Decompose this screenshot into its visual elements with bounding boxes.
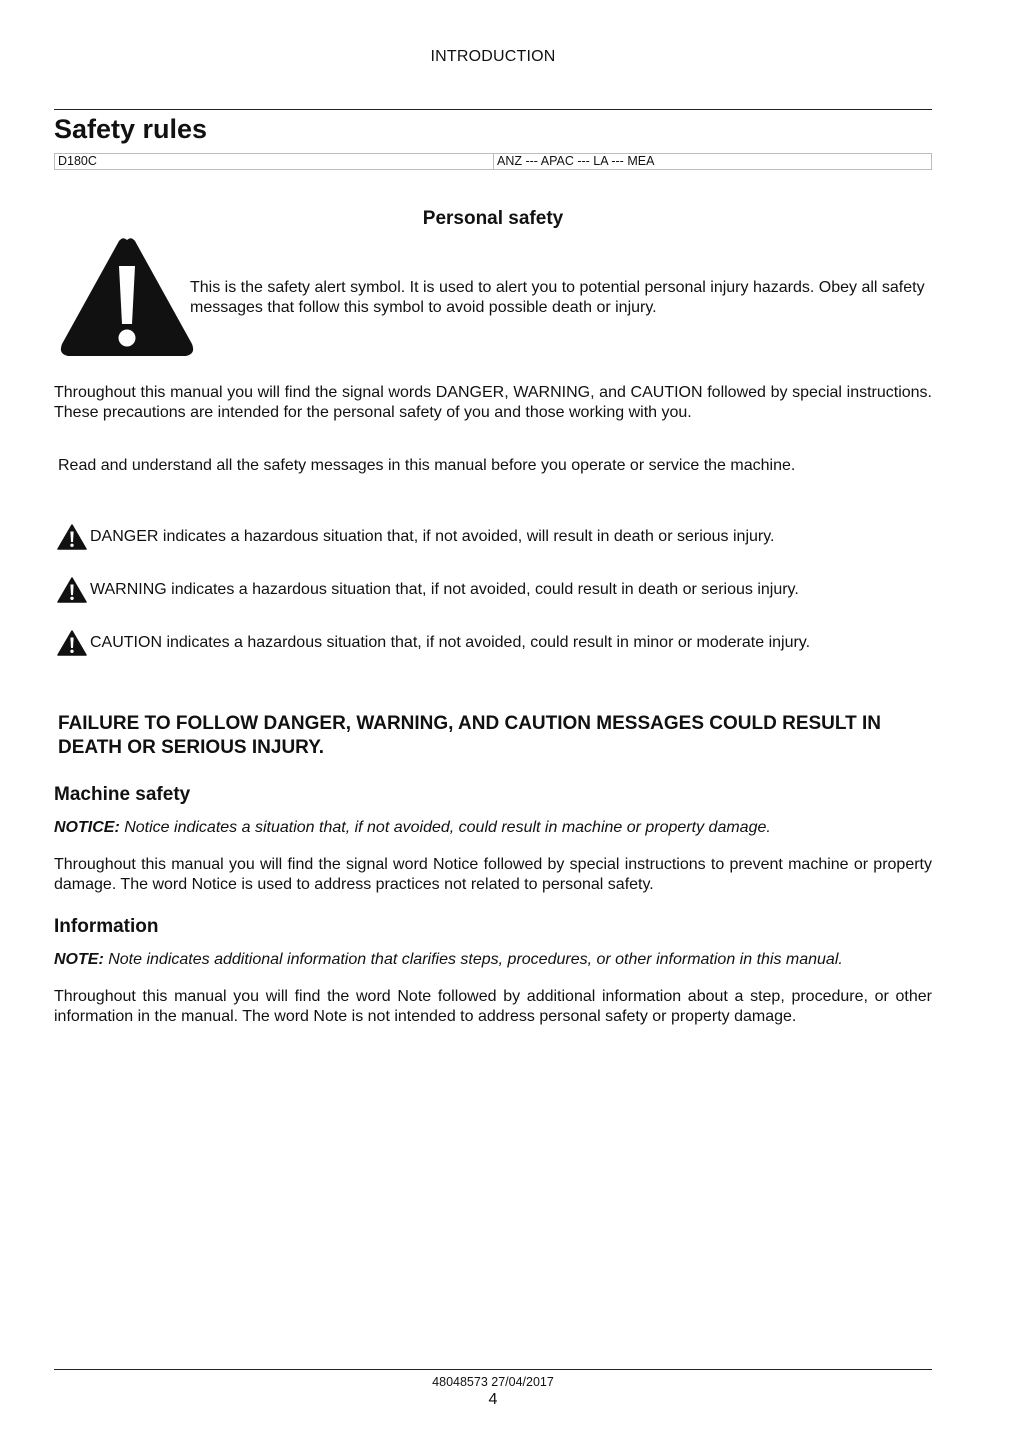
model-applicability-table — [54, 153, 932, 170]
personal-safety-heading: Personal safety — [422, 208, 564, 229]
note-paragraph: Throughout this manual you will find the word Note followed by additional information about a step, procedure, or other information in the manual. The word Note is not intended to address personal safety or property damage. — [54, 988, 932, 1025]
danger-text: DANGER indicates a hazardous situation that, if not avoided, will result in death or serious injury. — [90, 528, 775, 545]
page-number: 4 — [488, 1391, 498, 1408]
notice-paragraph: Throughout this manual you will find the signal word Notice followed by special instructions to prevent machine or property damage. The word Notice is used to address practices not related to personal safety. — [54, 856, 932, 893]
signal-words-paragraph: Throughout this manual you will find the signal words DANGER, WARNING, and CAUTION followed by special instructions. These precautions are intended for the personal safety of you and those working with you. — [54, 384, 932, 421]
warning-triangle-icon — [57, 577, 87, 603]
danger-definition — [57, 524, 932, 550]
notice-definition — [54, 818, 932, 838]
notice-label: NOTICE: — [54, 819, 120, 836]
footer-document-reference: 48048573 27/04/2017 — [432, 1375, 554, 1389]
warning-triangle-icon — [57, 630, 87, 656]
warning-text: WARNING indicates a hazardous situation that, if not avoided, could result in death or serious injury. — [90, 581, 799, 598]
footer-rule — [54, 1369, 932, 1370]
notice-text: Notice indicates a situation that, if not avoided, could result in machine or property damage. — [119, 819, 771, 836]
caution-definition — [57, 630, 932, 656]
note-label: NOTE: — [54, 951, 104, 968]
caution-text: CAUTION indicates a hazardous situation that, if not avoided, could result in minor or moderate injury. — [90, 634, 811, 651]
warning-definition — [57, 577, 932, 603]
note-definition — [54, 950, 932, 970]
warning-triangle-icon — [57, 524, 87, 550]
read-understand-paragraph: Read and understand all the safety messages in this manual before you operate or service the machine. — [58, 457, 796, 474]
running-head: INTRODUCTION — [430, 48, 556, 65]
model-cell: D180C — [55, 154, 494, 169]
machine-safety-heading: Machine safety — [54, 784, 191, 805]
safety-alert-triangle-icon — [58, 236, 196, 358]
information-heading: Information — [54, 916, 159, 937]
header-rule — [54, 109, 932, 110]
alert-symbol-description: This is the safety alert symbol. It is used to alert you to potential personal injury hazards. Obey all safety messages that follow this symbol to avoid possible death or injury. — [190, 279, 925, 316]
note-text: Note indicates additional information that clarifies steps, procedures, or other information in this manual. — [103, 951, 843, 968]
regions-cell: ANZ --- APAC --- LA --- MEA — [497, 154, 655, 168]
page-title: Safety rules — [54, 114, 208, 144]
failure-warning-message: FAILURE TO FOLLOW DANGER, WARNING, AND CAUTION MESSAGES COULD RESULT IN DEATH OR SERIOUS INJURY. — [58, 713, 881, 758]
